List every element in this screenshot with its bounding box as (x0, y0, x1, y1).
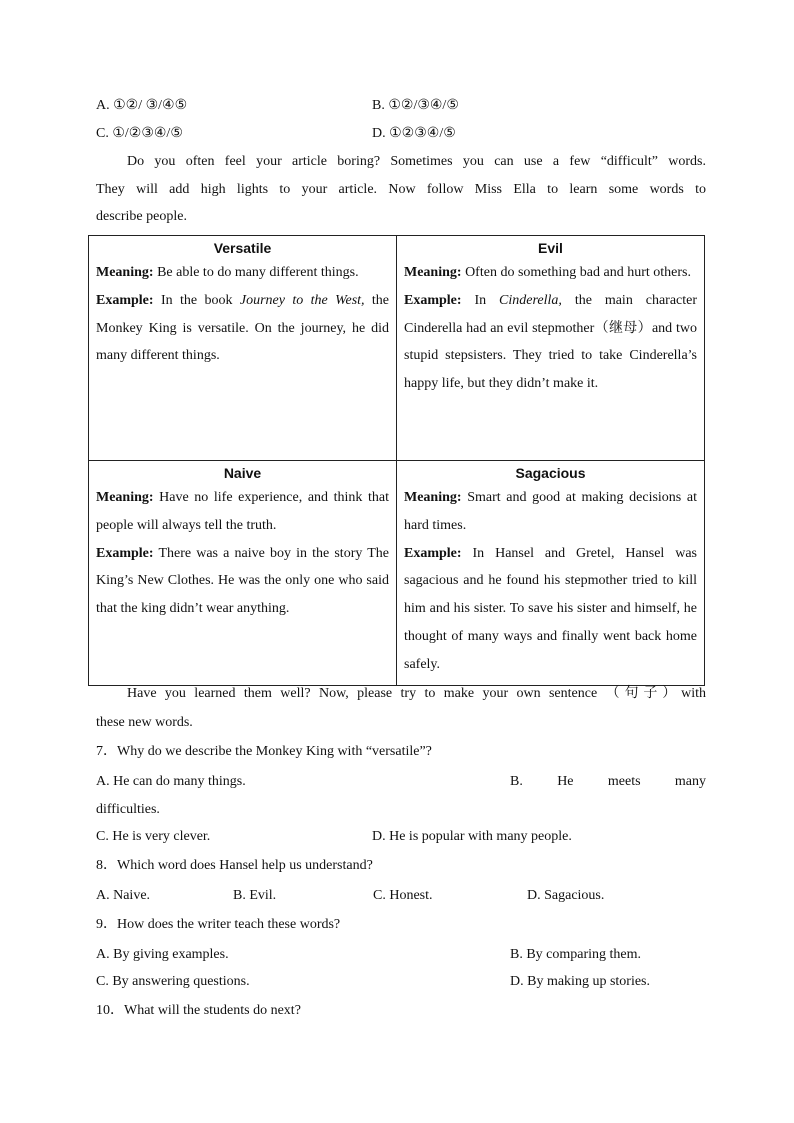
prev-option-b[interactable]: B. ①②/③④/⑤ (372, 98, 459, 113)
naive-body (96, 484, 389, 623)
q9-option-a[interactable]: A. By giving examples. (96, 947, 229, 962)
evil-example-post: the main character Cinderella had an evil stepmother（继母）and two stupid stepsisters. They tried to take Cinderella’s happy life, but they didn’t make it. (404, 292, 698, 392)
q8-option-b[interactable]: B. Evil. (233, 888, 277, 903)
outro-line-2: these new words. (96, 715, 193, 730)
example-label: Example: (96, 292, 154, 308)
outro-line-1: Have you learned them well? Now, please try to make your own sentence （句子）with (127, 686, 706, 701)
meaning-label: Meaning: (404, 265, 462, 280)
sagacious-example: In Hansel and Gretel, Hansel was sagacious and he found his stepmother tried to kill him and his sister. To save his sister and himself, he thought of many ways and finally went back home safely. (404, 545, 698, 672)
q8-option-c[interactable]: C. Honest. (373, 888, 433, 903)
q7-option-a[interactable]: A. He can do many things. (96, 774, 246, 789)
versatile-body (96, 259, 389, 370)
prev-option-c[interactable]: C. ①/②③④/⑤ (96, 126, 183, 141)
cell-evil (397, 236, 705, 461)
question-9-row-2 (96, 972, 706, 992)
example-label: Example: (96, 545, 154, 561)
versatile-example-title: Journey to the West, (239, 292, 365, 308)
example-label: Example: (404, 292, 462, 308)
naive-meaning: Have no life experience, and think that people will always tell the truth. (96, 490, 389, 533)
prev-options-row-2 (96, 124, 706, 144)
intro-line-1: Do you often feel your article boring? Sometimes you can use a few “difficult” words. (127, 154, 706, 169)
example-label: Example: (404, 545, 462, 561)
cell-naive (89, 461, 397, 686)
intro-line-3: describe people. (96, 209, 187, 224)
prev-option-a[interactable]: A. ①②/ ③/④⑤ (96, 98, 188, 113)
question-7-row-2 (96, 827, 706, 847)
prev-options-row-1 (96, 96, 706, 116)
evil-example-title: Cinderella, (499, 292, 562, 308)
evil-example-pre: In (474, 292, 487, 308)
word-evil: Evil (538, 240, 563, 256)
q8-option-a[interactable]: A. Naive. (96, 888, 151, 903)
word-sagacious: Sagacious (515, 465, 586, 481)
sagacious-body (404, 484, 697, 679)
naive-example: There was a naive boy in the story The King’s New Clothes. He was the only one who said that the king didn’t wear anything. (96, 545, 390, 617)
q8-option-d[interactable]: D. Sagacious. (527, 888, 605, 903)
q9-option-b[interactable]: B. By comparing them. (510, 947, 642, 962)
versatile-example-pre: In the book (160, 292, 233, 308)
vocabulary-table (88, 235, 705, 686)
word-versatile: Versatile (213, 240, 272, 256)
meaning-label: Meaning: (96, 265, 154, 280)
versatile-meaning: Be able to do many different things. (157, 265, 359, 280)
intro-line-2: They will add high lights to your article. Now follow Miss Ella to learn some words to (96, 182, 706, 197)
sagacious-meaning: Smart and good at making decisions at hard times. (404, 490, 697, 533)
evil-meaning: Often do something bad and hurt others. (465, 265, 691, 280)
question-8-stem: 8．Which word does Hansel help us understand? (96, 858, 373, 873)
q9-option-c[interactable]: C. By answering questions. (96, 974, 250, 989)
meaning-label: Meaning: (96, 490, 154, 505)
word-naive: Naive (223, 465, 262, 481)
versatile-example-post: the Monkey King is versatile. On the journey, he did many different things. (96, 292, 390, 364)
question-9-stem: 9．How does the writer teach these words? (96, 917, 341, 932)
q7-option-b-continued: difficulties. (96, 802, 160, 817)
prev-option-d[interactable]: D. ①②③④/⑤ (372, 126, 456, 141)
q9-option-d[interactable]: D. By making up stories. (510, 974, 650, 989)
cell-versatile (89, 236, 397, 461)
q7-option-c[interactable]: C. He is very clever. (96, 829, 211, 844)
question-9-row-1 (96, 945, 706, 965)
meaning-label: Meaning: (404, 490, 462, 505)
evil-body (404, 259, 697, 398)
question-10-stem: 10．What will the students do next? (96, 1003, 301, 1018)
q7-option-b[interactable]: B. He meets many (510, 774, 706, 789)
question-7-stem: 7．Why do we describe the Monkey King with “versatile”? (96, 744, 432, 759)
q7-option-d[interactable]: D. He is popular with many people. (372, 829, 572, 844)
question-7-row-1 (96, 772, 706, 792)
cell-sagacious (397, 461, 705, 686)
